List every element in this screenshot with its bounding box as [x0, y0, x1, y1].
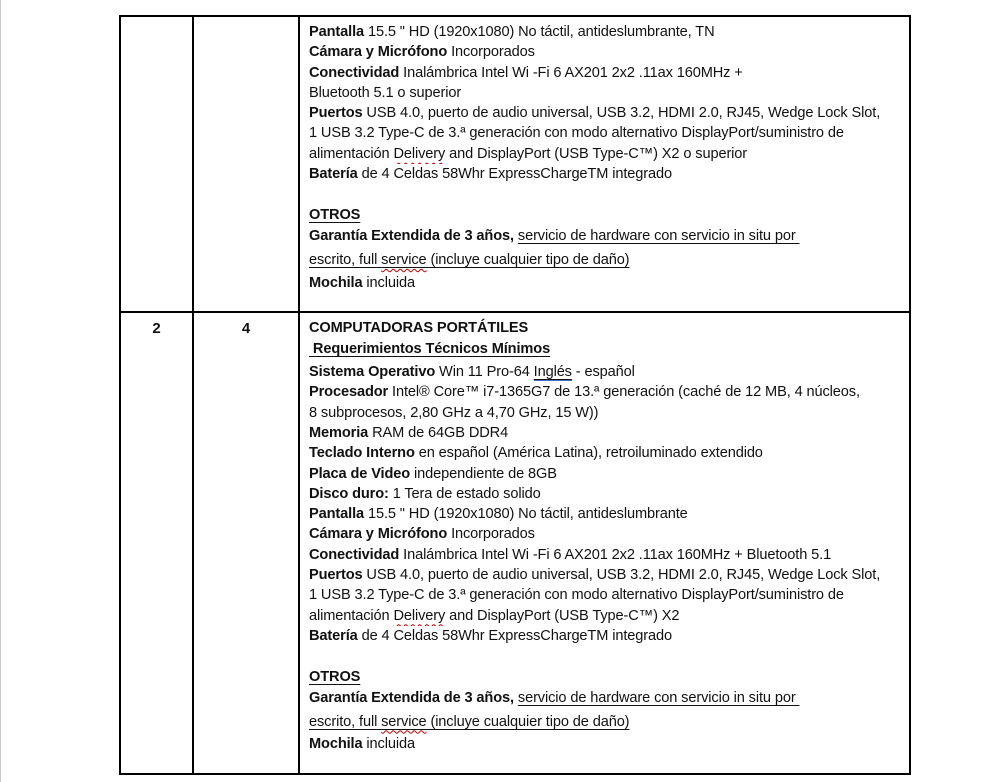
text-segment: Inalámbrica Intel Wi -Fi 6 AX201 2x2 .11ax 160MHz + — [399, 64, 743, 81]
page-edge-line — [0, 0, 1, 782]
spec-line — [309, 205, 905, 225]
spec-line — [309, 338, 905, 362]
text-segment: COMPUTADORAS PORTÁTILES — [309, 320, 529, 336]
text-segment: Disco duro: — [309, 485, 389, 502]
text-segment: 1 Tera de estado solido — [388, 485, 541, 502]
text-segment — [381, 714, 426, 730]
text-segment: USB 4.0, puerto de audio universal, USB 3.2, HDMI 2.0, RJ45, Wedge Lock Slot, — [362, 567, 881, 584]
text-segment: Garantía Extendida de 3 años, — [309, 689, 514, 706]
text-segment: Mochila — [309, 736, 363, 753]
text-segment: Conectividad — [309, 546, 400, 563]
spec-line — [309, 273, 905, 293]
spec-line — [309, 103, 905, 123]
spec-line — [309, 734, 905, 754]
spec-line — [309, 249, 905, 273]
spec-line — [309, 585, 905, 605]
specifications-cell — [300, 17, 909, 311]
table-row — [121, 313, 909, 773]
spec-line — [309, 484, 905, 504]
text-segment: - español — [571, 364, 635, 381]
spec-line — [309, 164, 905, 184]
text-segment: incluida — [362, 736, 415, 753]
spec-line — [309, 63, 905, 83]
text-segment: Batería — [309, 627, 358, 644]
spec-line — [309, 22, 905, 42]
text-segment: incluida — [362, 274, 415, 291]
spec-line — [309, 545, 905, 565]
text-segment: Win 11 Pro-64 — [435, 364, 534, 381]
misspelled-word: Delivery — [393, 145, 446, 162]
text-segment: Bluetooth 5.1 o superior — [309, 84, 462, 101]
text-segment: Inglés — [533, 364, 572, 381]
text-segment: (incluye cualquier tipo de daño) — [426, 713, 630, 730]
text-segment: Batería — [309, 166, 358, 183]
quantity-cell: 4 — [194, 313, 300, 773]
text-segment: Cámara y Micrófono — [309, 526, 448, 543]
spec-line — [309, 626, 905, 646]
spec-line — [309, 318, 905, 338]
spec-line — [309, 687, 905, 711]
text-segment: USB 4.0, puerto de audio universal, USB 3.2, HDMI 2.0, RJ45, Wedge Lock Slot, — [362, 105, 881, 122]
spec-line — [309, 42, 905, 62]
misspelled-word: Delivery — [393, 607, 446, 624]
text-segment: Procesador — [309, 384, 389, 401]
spec-line — [309, 225, 905, 249]
misspelled-word: service — [381, 251, 427, 268]
item-number-cell — [121, 17, 194, 311]
spec-line — [309, 464, 905, 484]
spec-line — [309, 362, 905, 382]
text-segment: Pantalla — [309, 506, 365, 523]
text-segment: Inalámbrica Intel Wi -Fi 6 AX201 2x2 .11ax 160MHz + Bluetooth 5.1 — [399, 546, 832, 563]
text-segment: Intel® Core™ i7-1365G7 de 13.ª generación (caché de 12 MB, 4 núcleos, — [388, 384, 860, 401]
text-segment: Cámara y Micrófono — [309, 44, 448, 61]
text-segment: Puertos — [309, 567, 363, 584]
text-segment: Incorporados — [447, 526, 535, 543]
spec-line — [309, 423, 905, 443]
spec-line — [309, 443, 905, 463]
text-segment: Teclado Interno — [309, 445, 415, 462]
text-segment: Puertos — [309, 105, 363, 122]
text-segment: Requerimientos Técnicos Mínimos — [309, 341, 551, 358]
spec-line — [309, 667, 905, 687]
text-segment: Garantía Extendida de 3 años, — [309, 227, 514, 244]
text-segment: escrito, full — [309, 713, 382, 730]
text-segment — [381, 252, 426, 268]
text-segment: 1 USB 3.2 Type-C de 3.ª generación con modo alternativo DisplayPort/suministro de — [309, 125, 844, 142]
blank-line — [309, 755, 905, 773]
specifications-table — [119, 15, 911, 775]
text-segment: 15.5 " HD (1920x1080) No táctil, antideslumbrante — [364, 506, 688, 523]
text-segment: Sistema Operativo — [309, 364, 436, 381]
specifications-cell — [300, 313, 909, 773]
text-segment: and DisplayPort (USB Type-C™) X2 — [445, 607, 680, 624]
text-segment: Memoria — [309, 424, 369, 441]
text-segment: escrito, full — [309, 251, 382, 268]
spec-line — [309, 403, 905, 423]
text-segment: OTROS — [309, 206, 361, 223]
text-segment: Placa de Video — [309, 465, 411, 482]
item-number-cell: 2 — [121, 313, 194, 773]
blank-line — [309, 646, 905, 666]
text-segment: en español (América Latina), retroiluminado extendido — [414, 445, 763, 462]
text-segment: Incorporados — [447, 44, 535, 61]
text-segment: OTROS — [309, 668, 361, 685]
blank-line — [309, 184, 905, 204]
blank-line — [309, 293, 905, 311]
text-segment: Conectividad — [309, 64, 400, 81]
text-segment: RAM de 64GB DDR4 — [368, 424, 509, 441]
spec-line — [309, 711, 905, 735]
misspelled-word: service — [381, 713, 427, 730]
text-segment: de 4 Celdas 58Whr ExpressChargeTM integrado — [357, 166, 672, 183]
text-segment: 8 subprocesos, 2,80 GHz a 4,70 GHz, 15 W)) — [309, 404, 599, 421]
table-row — [121, 17, 909, 313]
spec-line — [309, 83, 905, 103]
text-segment: 1 USB 3.2 Type-C de 3.ª generación con modo alternativo DisplayPort/suministro de — [309, 587, 844, 604]
spec-line — [309, 144, 905, 164]
spec-line — [309, 524, 905, 544]
quantity-cell — [194, 17, 300, 311]
text-segment: servicio de hardware con servicio in situ por — [517, 689, 800, 706]
spec-line — [309, 606, 905, 626]
text-segment: Mochila — [309, 274, 363, 291]
text-segment: alimentación — [309, 607, 394, 624]
spec-line — [309, 565, 905, 585]
text-segment: and DisplayPort (USB Type-C™) X2 o superior — [445, 145, 748, 162]
text-segment: 15.5 " HD (1920x1080) No táctil, antideslumbrante, TN — [364, 24, 715, 40]
text-segment: Pantalla — [309, 24, 365, 40]
text-segment: servicio de hardware con servicio in situ por — [517, 227, 800, 244]
text-segment: independiente de 8GB — [410, 465, 557, 482]
text-segment: alimentación — [309, 145, 394, 162]
spec-line — [309, 504, 905, 524]
spec-line — [309, 382, 905, 402]
text-segment: (incluye cualquier tipo de daño) — [426, 251, 630, 268]
text-segment: de 4 Celdas 58Whr ExpressChargeTM integrado — [357, 627, 672, 644]
spec-line — [309, 123, 905, 143]
